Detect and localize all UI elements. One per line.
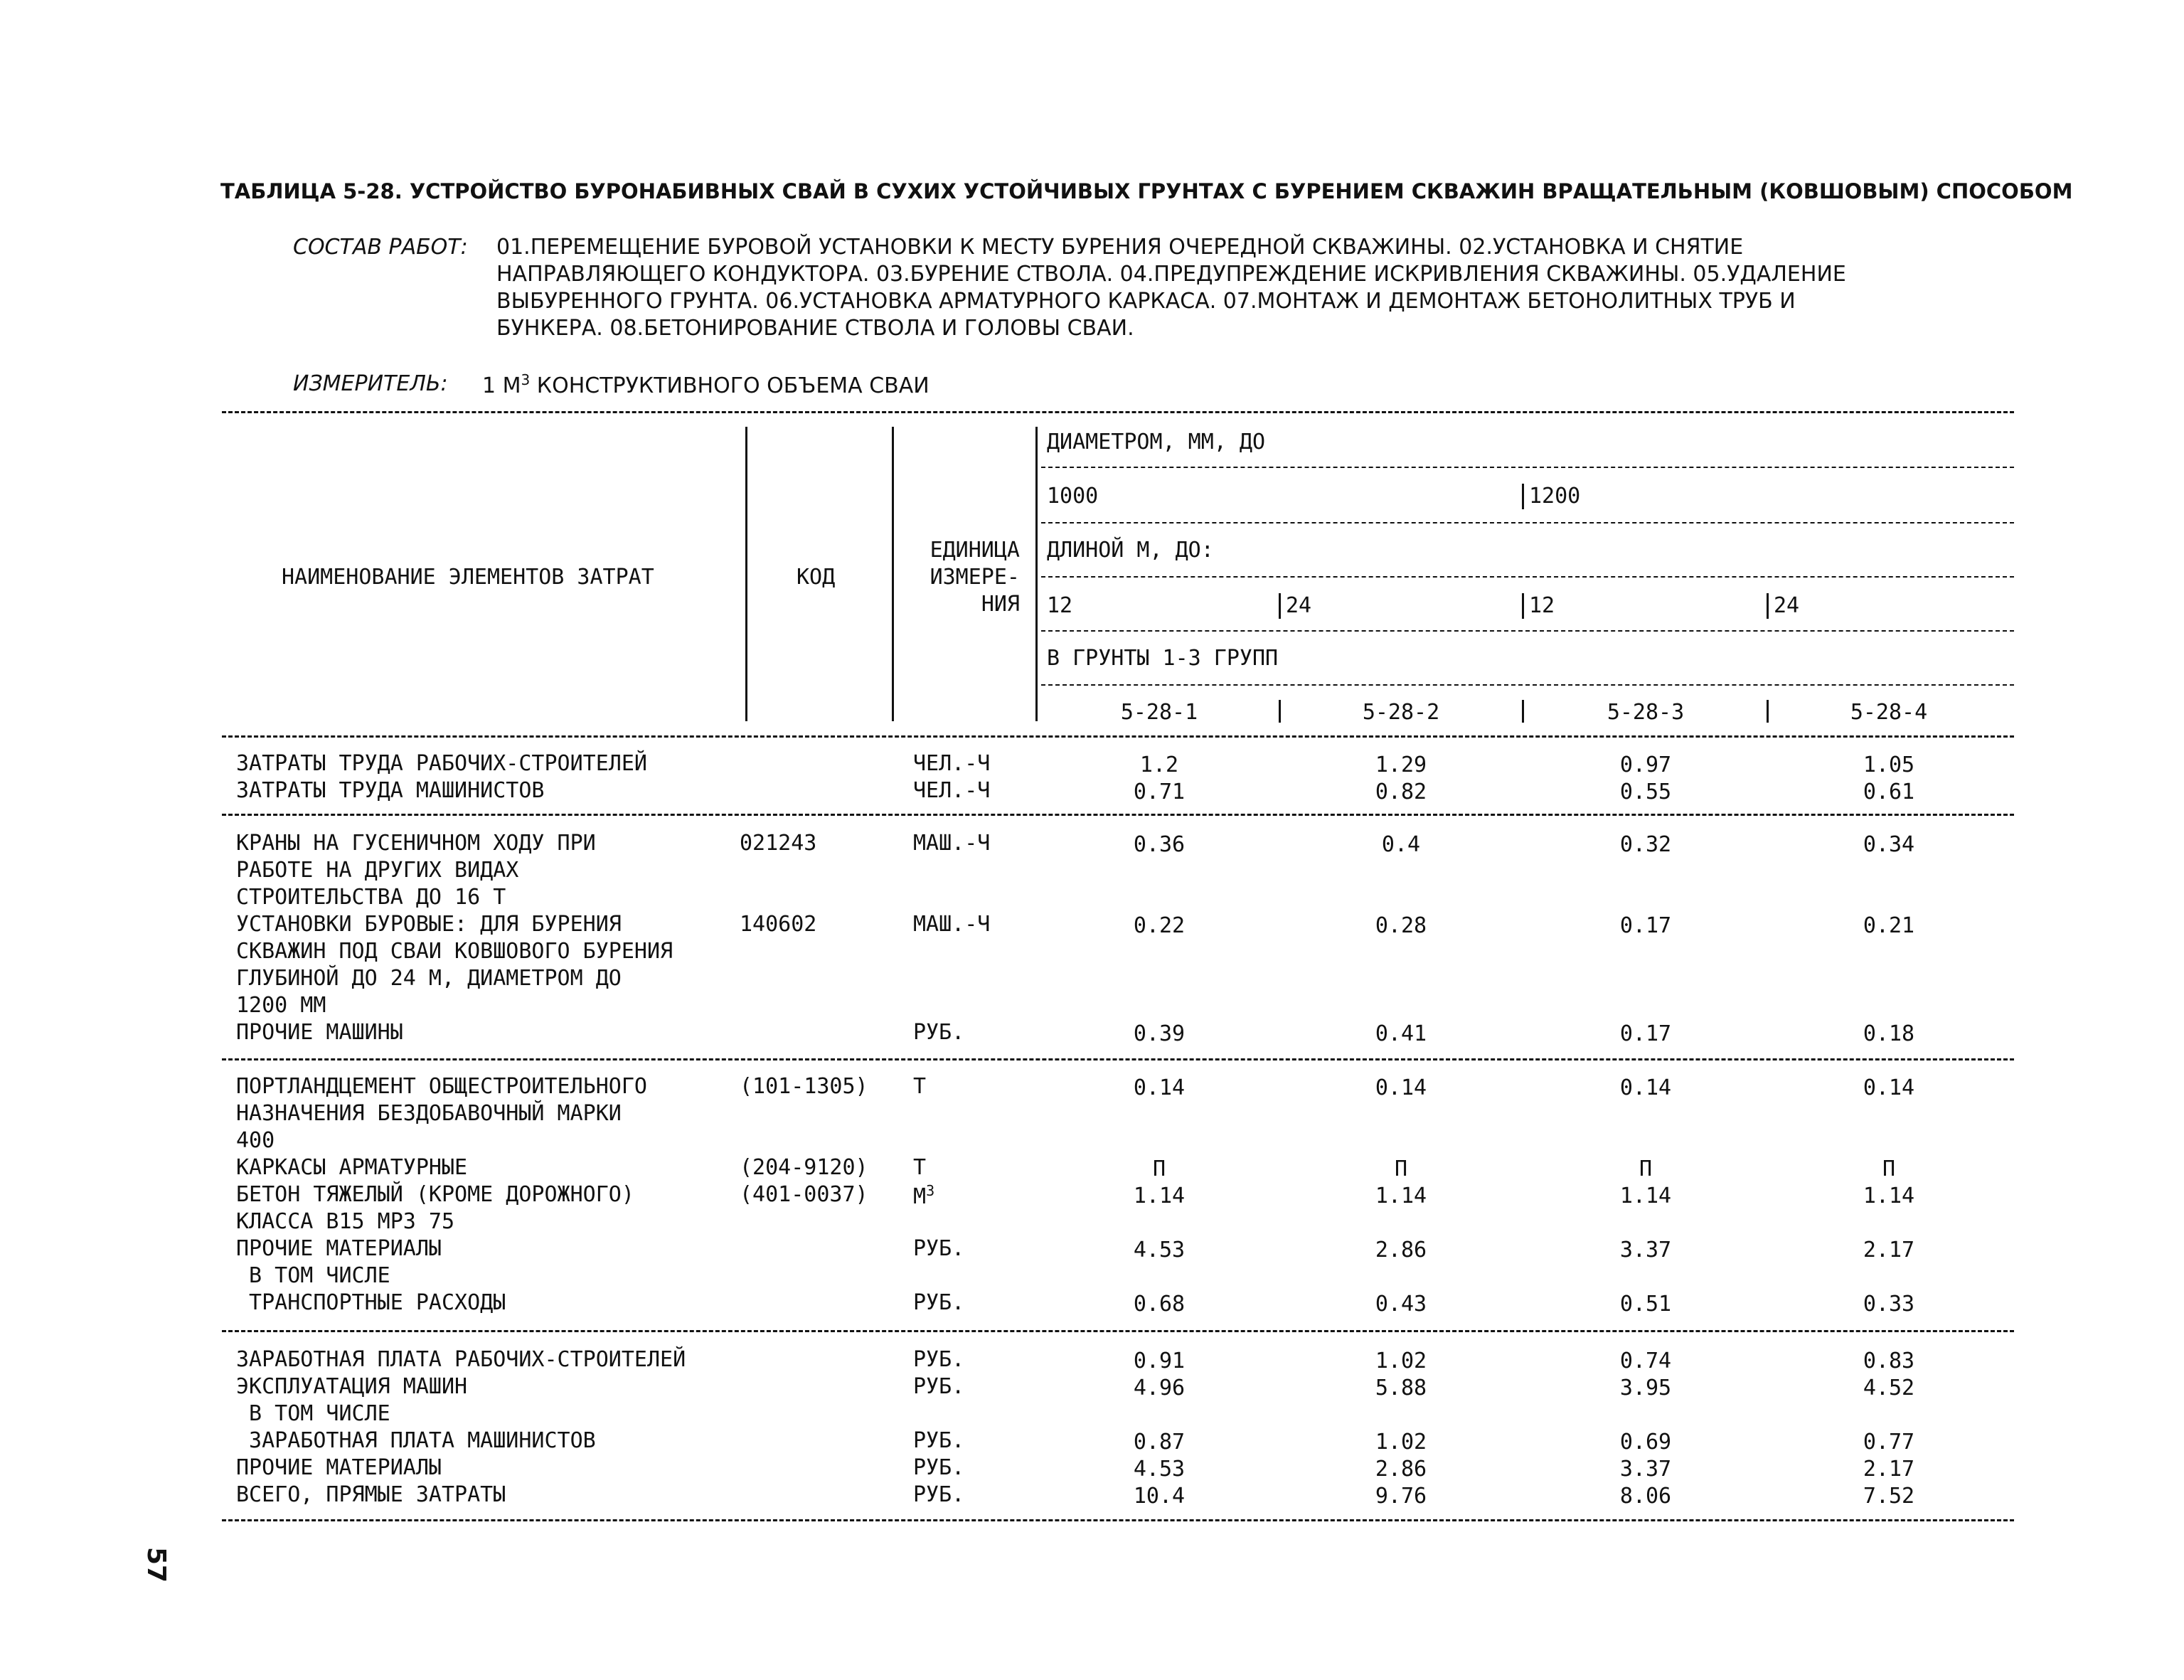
composition-line: ВЫБУРЕННОГО ГРУНТА. 06.УСТАНОВКА АРМАТУРНОГО КАРКАСА. 07.МОНТАЖ И ДЕМОНТАЖ БЕТОНОЛИТНЫХ ТРУБ И	[496, 289, 1796, 314]
row-name: ТРАНСПОРТНЫЕ РАСХОДЫ	[236, 1290, 506, 1315]
row-unit-text: РУБ.	[913, 1455, 965, 1480]
row-value: 0.83	[1863, 1349, 1915, 1373]
row-value: 0.14	[1863, 1075, 1915, 1100]
row-value: 0.17	[1619, 1021, 1672, 1046]
row-value: 2.17	[1863, 1238, 1915, 1262]
header-sub-rule	[1041, 630, 2014, 632]
row-value: 1.14	[1619, 1184, 1672, 1208]
row-name: ЗАРАБОТНАЯ ПЛАТА МАШИНИСТОВ	[236, 1428, 596, 1453]
header-length-value: 12	[1047, 593, 1073, 618]
row-unit	[913, 831, 990, 856]
row-value: П	[1882, 1157, 1896, 1181]
row-value: 0.97	[1619, 753, 1672, 777]
row-value: 0.21	[1863, 913, 1915, 938]
measure-value: 1 $М^3$ КОНСТРУКТИВНОГО ОБЪЕМА СВАИ	[482, 371, 929, 398]
header-d1000: 1000	[1047, 484, 1099, 509]
row-unit	[913, 1347, 964, 1372]
row-name: УСТАНОВКИ БУРОВЫЕ: ДЛЯ БУРЕНИЯ	[236, 912, 622, 937]
header-name: НАИМЕНОВАНИЕ ЭЛЕМЕНТОВ ЗАТРАТ	[282, 565, 654, 590]
row-unit-text: РУБ.	[913, 1347, 965, 1372]
row-unit-text: РУБ.	[913, 1374, 965, 1399]
header-subdivider	[1522, 593, 1524, 619]
row-unit-text: МАШ.-Ч	[913, 912, 991, 937]
row-name: В ТОМ ЧИСЛЕ	[236, 1401, 390, 1426]
row-value: 1.2	[1139, 753, 1179, 777]
row-unit-text: МАШ.-Ч	[913, 831, 991, 856]
header-divider	[745, 427, 747, 721]
row-unit-text: Т	[913, 1155, 927, 1180]
row-value: 0.61	[1863, 780, 1915, 804]
page-number: 57	[142, 1547, 171, 1583]
row-value: П	[1152, 1157, 1166, 1181]
header-d1200: 1200	[1529, 484, 1581, 509]
header-length-value: 24	[1286, 593, 1312, 618]
row-unit	[913, 1155, 926, 1180]
row-value: 1.14	[1375, 1184, 1427, 1208]
row-unit	[913, 751, 990, 776]
row-unit-text: РУБ.	[913, 1482, 965, 1507]
row-value: П	[1394, 1157, 1408, 1181]
row-unit-text: Т	[913, 1074, 927, 1099]
row-code: 021243	[740, 831, 817, 856]
header-unit: ИЗМЕРЕ-	[929, 565, 1020, 590]
header-unit: НИЯ	[981, 592, 1020, 617]
header-unit: ЕДИНИЦА	[929, 538, 1020, 563]
composition-label: СОСТАВ РАБОТ:	[293, 235, 468, 260]
row-value: 0.39	[1133, 1021, 1186, 1046]
header-subdivider	[1767, 700, 1769, 723]
row-unit	[913, 778, 990, 803]
row-value: 0.32	[1619, 832, 1672, 857]
row-value: П	[1639, 1157, 1653, 1181]
row-value: 4.53	[1133, 1238, 1186, 1262]
row-unit	[913, 1074, 926, 1099]
row-unit	[913, 1290, 964, 1315]
row-name: ПОРТЛАНДЦЕМЕНТ ОБЩЕСТРОИТЕЛЬНОГО	[236, 1074, 647, 1099]
header-subdivider	[1522, 484, 1524, 509]
row-name: ЗАРАБОТНАЯ ПЛАТА РАБОЧИХ-СТРОИТЕЛЕЙ	[236, 1347, 686, 1372]
row-name: В ТОМ ЧИСЛЕ	[236, 1263, 390, 1288]
table-title: ТАБЛИЦА 5-28. УСТРОЙСТВО БУРОНАБИВНЫХ СВАЙ В СУХИХ УСТОЙЧИВЫХ ГРУНТАХ С БУРЕНИЕМ СКВАЖИН ВРАЩАТЕЛЬНЫМ (КОВШОВЫМ) СПОСОБОМ	[220, 179, 2073, 203]
row-name: ПРОЧИЕ МАТЕРИАЛЫ	[236, 1236, 442, 1261]
header-sub-rule	[1041, 522, 2014, 523]
row-value: 0.33	[1863, 1292, 1915, 1317]
row-name: КЛАССА В15 МРЗ 75	[236, 1209, 455, 1234]
row-value: 0.55	[1619, 780, 1672, 804]
row-value: 7.52	[1863, 1484, 1915, 1509]
group-rule	[222, 1330, 2014, 1332]
row-value: 0.36	[1133, 832, 1186, 857]
row-value: 0.22	[1133, 913, 1186, 938]
header-subdivider	[1279, 593, 1281, 619]
row-unit	[913, 912, 990, 937]
row-value: 1.05	[1863, 753, 1915, 777]
header-soil: В ГРУНТЫ 1-3 ГРУПП	[1047, 646, 1279, 671]
row-unit	[913, 1236, 964, 1261]
row-value: 0.4	[1381, 832, 1421, 857]
row-name: СКВАЖИН ПОД СВАИ КОВШОВОГО БУРЕНИЯ	[236, 939, 673, 964]
row-name: ГЛУБИНОЙ ДО 24 М, ДИАМЕТРОМ ДО	[236, 966, 622, 991]
row-value: 2.17	[1863, 1457, 1915, 1482]
row-unit	[913, 1374, 964, 1399]
row-code: (401-0037)	[740, 1182, 868, 1207]
row-value: 4.96	[1133, 1376, 1186, 1400]
row-value: 1.14	[1863, 1184, 1915, 1208]
header-norm-code: 5-28-2	[1362, 700, 1440, 725]
header-sub-rule	[1041, 467, 2014, 468]
header-bottom-rule	[222, 735, 2014, 738]
row-unit-text: РУБ.	[913, 1290, 965, 1315]
header-subdivider	[1767, 593, 1769, 619]
composition-line: 01.ПЕРЕМЕЩЕНИЕ БУРОВОЙ УСТАНОВКИ К МЕСТУ БУРЕНИЯ ОЧЕРЕДНОЙ СКВАЖИНЫ. 02.УСТАНОВКА И СНЯТИЕ	[496, 235, 1744, 260]
row-unit-text: ЧЕЛ.-Ч	[913, 778, 991, 803]
row-name: СТРОИТЕЛЬСТВА ДО 16 Т	[236, 885, 506, 910]
row-value: 3.95	[1619, 1376, 1672, 1400]
row-value: 8.06	[1619, 1484, 1672, 1509]
row-unit-text: М	[913, 1184, 927, 1209]
row-value: 1.02	[1375, 1349, 1427, 1373]
row-value: 5.88	[1375, 1376, 1427, 1400]
row-unit	[913, 1428, 964, 1453]
row-code: (204-9120)	[740, 1155, 868, 1180]
header-norm-code: 5-28-4	[1850, 700, 1928, 725]
row-value: 0.82	[1375, 780, 1427, 804]
row-name: ЭКСПЛУАТАЦИЯ МАШИН	[236, 1374, 468, 1399]
row-value: 0.14	[1619, 1075, 1672, 1100]
row-code: 140602	[740, 912, 817, 937]
group-rule	[222, 814, 2014, 816]
row-name: ПРОЧИЕ МАТЕРИАЛЫ	[236, 1455, 442, 1480]
row-value: 4.53	[1133, 1457, 1186, 1482]
header-length-value: 24	[1774, 593, 1800, 618]
row-value: 0.41	[1375, 1021, 1427, 1046]
row-value: 2.86	[1375, 1238, 1427, 1262]
row-name: ВСЕГО, ПРЯМЫЕ ЗАТРАТЫ	[236, 1482, 506, 1507]
row-name: ЗАТРАТЫ ТРУДА МАШИНИСТОВ	[236, 778, 545, 803]
row-name: НАЗНАЧЕНИЯ БЕЗДОБАВОЧНЫЙ МАРКИ	[236, 1101, 622, 1126]
row-value: 0.14	[1375, 1075, 1427, 1100]
row-name: КАРКАСЫ АРМАТУРНЫЕ	[236, 1155, 468, 1180]
header-subdivider	[1279, 700, 1281, 723]
header-divider	[892, 427, 894, 721]
row-unit	[913, 1455, 964, 1480]
row-unit-superscript: 3	[926, 1182, 935, 1199]
row-value: 0.87	[1133, 1430, 1186, 1455]
row-unit-text: ЧЕЛ.-Ч	[913, 751, 991, 776]
row-value: 0.69	[1619, 1430, 1672, 1455]
row-value: 0.74	[1619, 1349, 1672, 1373]
header-subdivider	[1522, 700, 1524, 723]
row-value: 4.52	[1863, 1376, 1915, 1400]
row-value: 0.91	[1133, 1349, 1186, 1373]
composition-line: НАПРАВЛЯЮЩЕГО КОНДУКТОРА. 03.БУРЕНИЕ СТВОЛА. 04.ПРЕДУПРЕЖДЕНИЕ ИСКРИВЛЕНИЯ СКВАЖИНЫ. 05.УДАЛЕНИЕ	[496, 262, 1846, 287]
composition-line: БУНКЕРА. 08.БЕТОНИРОВАНИЕ СТВОЛА И ГОЛОВЫ СВАИ.	[496, 316, 1134, 341]
row-value: 0.43	[1375, 1292, 1427, 1317]
group-rule	[222, 1058, 2014, 1060]
row-value: 0.71	[1133, 780, 1186, 804]
row-name: БЕТОН ТЯЖЕЛЫЙ (КРОМЕ ДОРОЖНОГО)	[236, 1182, 634, 1207]
row-unit	[913, 1482, 964, 1507]
row-value: 3.37	[1619, 1457, 1672, 1482]
header-sub-rule	[1041, 576, 2014, 578]
row-name: 400	[236, 1128, 275, 1153]
row-unit-text: РУБ.	[913, 1020, 965, 1045]
row-value: 0.18	[1863, 1021, 1915, 1046]
row-unit	[913, 1182, 934, 1209]
row-value: 0.34	[1863, 832, 1915, 857]
header-norm-code: 5-28-3	[1607, 700, 1685, 725]
measure-label: ИЗМЕРИТЕЛЬ:	[293, 371, 448, 396]
header-diameter: ДИАМЕТРОМ, ММ, ДО	[1047, 430, 1266, 454]
row-name: ЗАТРАТЫ ТРУДА РАБОЧИХ-СТРОИТЕЛЕЙ	[236, 751, 647, 776]
header-divider	[1035, 427, 1038, 721]
row-value: 1.02	[1375, 1430, 1427, 1455]
row-name: РАБОТЕ НА ДРУГИХ ВИДАХ	[236, 858, 519, 883]
row-value: 10.4	[1133, 1484, 1186, 1509]
header-length: ДЛИНОЙ М, ДО:	[1047, 538, 1214, 563]
row-value: 2.86	[1375, 1457, 1427, 1482]
row-unit-text: РУБ.	[913, 1236, 965, 1261]
row-code: (101-1305)	[740, 1074, 868, 1099]
header-norm-code: 5-28-1	[1120, 700, 1198, 725]
row-value: 0.68	[1133, 1292, 1186, 1317]
row-name: 1200 ММ	[236, 993, 326, 1018]
table-top-rule	[222, 411, 2014, 413]
header-length-value: 12	[1529, 593, 1555, 618]
row-name: ПРОЧИЕ МАШИНЫ	[236, 1020, 403, 1045]
row-value: 1.29	[1375, 753, 1427, 777]
row-name: КРАНЫ НА ГУСЕНИЧНОМ ХОДУ ПРИ	[236, 831, 596, 856]
row-value: 0.14	[1133, 1075, 1186, 1100]
row-value: 3.37	[1619, 1238, 1672, 1262]
table-bottom-rule	[222, 1519, 2014, 1521]
row-value: 9.76	[1375, 1484, 1427, 1509]
row-value: 0.17	[1619, 913, 1672, 938]
header-code: КОД	[797, 565, 836, 590]
header-sub-rule	[1041, 684, 2014, 686]
row-value: 0.77	[1863, 1430, 1915, 1455]
row-value: 1.14	[1133, 1184, 1186, 1208]
row-unit-text: РУБ.	[913, 1428, 965, 1453]
row-value: 0.51	[1619, 1292, 1672, 1317]
row-value: 0.28	[1375, 913, 1427, 938]
row-unit	[913, 1020, 964, 1045]
